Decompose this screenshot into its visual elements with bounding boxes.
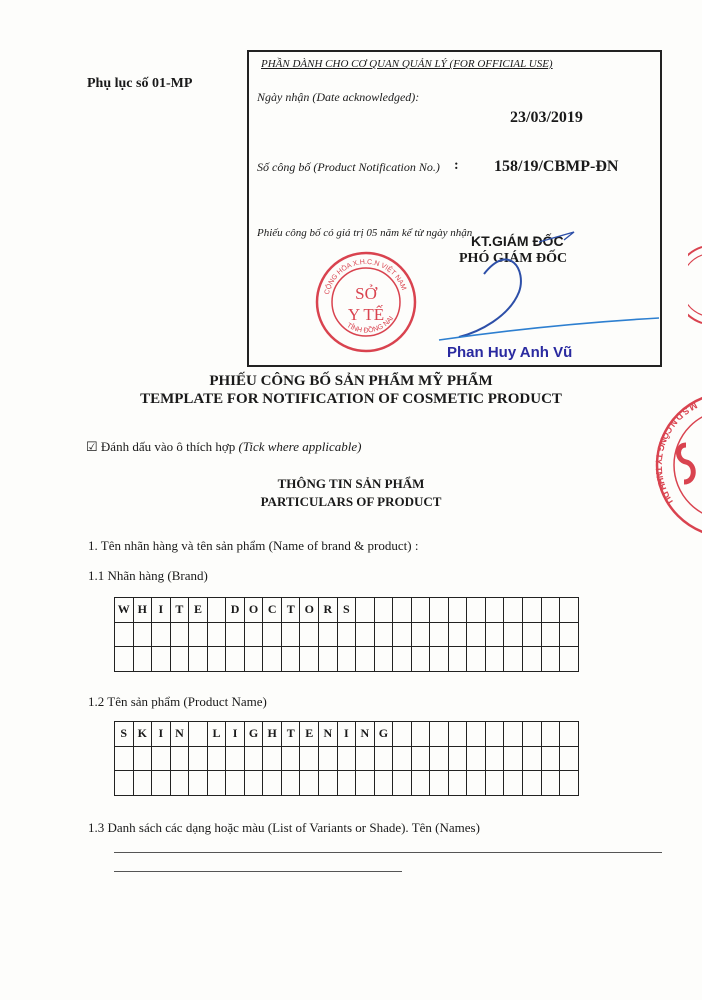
letter-cell	[542, 623, 561, 648]
letter-cell	[171, 771, 190, 796]
letter-cell	[449, 647, 468, 672]
letter-cell: G	[245, 722, 264, 747]
letter-cell	[412, 598, 431, 623]
letter-cell	[523, 747, 542, 772]
letter-cell	[560, 747, 579, 772]
letter-cell	[189, 747, 208, 772]
notification-colon: :	[454, 158, 459, 173]
letter-cell	[282, 623, 301, 648]
letter-cell: W	[115, 598, 134, 623]
date-acknowledged-label: Ngày nhận (Date acknowledged):	[257, 90, 420, 104]
letter-cell: K	[134, 722, 153, 747]
letter-cell	[560, 722, 579, 747]
notification-number-label: Số công bố (Product Notification No.)	[257, 160, 440, 174]
letter-cell	[467, 598, 486, 623]
letter-cell	[226, 747, 245, 772]
letter-cell	[467, 647, 486, 672]
letter-cell	[152, 771, 171, 796]
letter-cell	[430, 747, 449, 772]
letter-cell	[504, 771, 523, 796]
letter-cell	[356, 747, 375, 772]
letter-cell	[171, 647, 190, 672]
letter-cell	[393, 771, 412, 796]
letter-cell	[412, 623, 431, 648]
item-1-3-variants: 1.3 Danh sách các dạng hoặc màu (List of Variants or Shade). Tên (Names)	[88, 820, 480, 835]
letter-cell: D	[226, 598, 245, 623]
letter-cell: H	[263, 722, 282, 747]
checkbox-checked-icon: ☑	[86, 439, 98, 454]
letter-cell	[393, 747, 412, 772]
letter-cell	[430, 623, 449, 648]
svg-text:CỘNG HÒA X.H.C.N VIỆT NAM: CỘNG HÒA X.H.C.N VIỆT NAM	[323, 258, 407, 296]
letter-cell	[356, 647, 375, 672]
letter-cell	[486, 771, 505, 796]
letter-cell	[467, 623, 486, 648]
letter-cell: O	[300, 598, 319, 623]
letter-cell	[356, 598, 375, 623]
letter-cell	[486, 623, 505, 648]
letter-cell	[338, 747, 357, 772]
letter-cell	[393, 623, 412, 648]
letter-cell	[189, 722, 208, 747]
letter-cell	[300, 647, 319, 672]
letter-cell	[375, 771, 394, 796]
letter-cell	[319, 747, 338, 772]
letter-cell	[171, 623, 190, 648]
letter-cell	[338, 623, 357, 648]
letter-cell	[226, 623, 245, 648]
letter-cell	[523, 722, 542, 747]
letter-cell	[208, 647, 227, 672]
letter-cell	[319, 647, 338, 672]
tick-instruction-vi: Đánh dấu vào ô thích hợp	[100, 439, 236, 454]
letter-cell: L	[208, 722, 227, 747]
letter-cell	[523, 647, 542, 672]
letter-cell	[282, 771, 301, 796]
letter-cell	[319, 771, 338, 796]
letter-cell	[412, 747, 431, 772]
svg-text:M.S.D.N CÔNG TY TNHH DU: M.S.D.N CÔNG TY TNHH DU	[654, 400, 699, 506]
letter-cell	[430, 771, 449, 796]
brand-letter-grid	[114, 597, 579, 672]
letter-cell	[319, 623, 338, 648]
item-1-1-brand: 1.1 Nhãn hàng (Brand)	[88, 568, 208, 583]
letter-cell	[393, 598, 412, 623]
appendix-label: Phụ lục số 01-MP	[87, 76, 193, 91]
notification-number-value: 158/19/CBMP-ĐN	[494, 158, 619, 175]
letter-cell	[208, 598, 227, 623]
letter-cell	[393, 647, 412, 672]
date-acknowledged-value: 23/03/2019	[510, 109, 583, 126]
letter-cell: E	[189, 598, 208, 623]
letter-cell: H	[134, 598, 153, 623]
letter-cell	[356, 771, 375, 796]
letter-cell	[430, 647, 449, 672]
letter-cell	[486, 722, 505, 747]
letter-cell	[430, 598, 449, 623]
letter-cell: T	[282, 722, 301, 747]
letter-cell: N	[356, 722, 375, 747]
letter-cell	[134, 771, 153, 796]
official-use-box	[247, 50, 662, 367]
svg-text:TỈNH ĐỒNG NAI: TỈNH ĐỒNG NAI	[345, 315, 396, 335]
signature-title-deputy: PHÓ GIÁM ĐỐC	[459, 251, 568, 266]
tick-instruction	[86, 439, 361, 455]
letter-cell	[263, 747, 282, 772]
company-seal	[654, 390, 702, 540]
letter-cell	[226, 771, 245, 796]
letter-cell: I	[338, 722, 357, 747]
partial-seal-edge	[688, 245, 702, 325]
letter-cell	[467, 722, 486, 747]
letter-cell	[449, 598, 468, 623]
letter-cell	[115, 747, 134, 772]
letter-cell: I	[152, 722, 171, 747]
letter-cell	[375, 647, 394, 672]
letter-cell	[486, 647, 505, 672]
letter-cell	[263, 771, 282, 796]
section-title-vi: THÔNG TIN SẢN PHẨM	[277, 476, 425, 491]
signature-title-acting: KT.GIÁM ĐỐC	[471, 233, 564, 249]
letter-cell: I	[226, 722, 245, 747]
letter-cell: G	[375, 722, 394, 747]
validity-note: Phiếu công bố có giá trị 05 năm kể từ ngày nhận	[257, 227, 473, 239]
letter-cell	[375, 598, 394, 623]
letter-cell	[245, 747, 264, 772]
letter-cell	[226, 647, 245, 672]
section-title-en: PARTICULARS OF PRODUCT	[260, 494, 442, 509]
letter-cell	[152, 623, 171, 648]
letter-cell	[115, 771, 134, 796]
letter-cell	[245, 771, 264, 796]
item-1-brand-and-product: 1. Tên nhãn hàng và tên sản phẩm (Name of brand & product) :	[88, 538, 419, 553]
letter-cell	[449, 623, 468, 648]
letter-cell	[338, 647, 357, 672]
letter-cell	[263, 647, 282, 672]
letter-cell	[115, 623, 134, 648]
letter-cell	[412, 771, 431, 796]
letter-cell	[523, 598, 542, 623]
letter-cell	[189, 623, 208, 648]
letter-cell	[504, 623, 523, 648]
letter-cell	[152, 647, 171, 672]
letter-cell	[449, 722, 468, 747]
product-name-letter-grid	[114, 721, 579, 796]
letter-cell	[134, 623, 153, 648]
item-1-2-product-name: 1.2 Tên sản phẩm (Product Name)	[88, 694, 267, 709]
letter-cell	[208, 771, 227, 796]
variants-answer-line	[114, 852, 662, 853]
letter-cell	[542, 722, 561, 747]
letter-cell	[282, 647, 301, 672]
letter-cell	[486, 598, 505, 623]
letter-cell	[560, 647, 579, 672]
letter-cell	[208, 747, 227, 772]
letter-cell	[338, 771, 357, 796]
letter-cell: T	[282, 598, 301, 623]
letter-cell	[467, 771, 486, 796]
letter-cell	[152, 747, 171, 772]
letter-cell	[412, 722, 431, 747]
letter-cell: O	[245, 598, 264, 623]
letter-cell	[171, 747, 190, 772]
letter-cell	[449, 747, 468, 772]
letter-cell	[504, 722, 523, 747]
letter-cell	[300, 623, 319, 648]
letter-cell: R	[319, 598, 338, 623]
letter-cell	[245, 623, 264, 648]
letter-cell	[356, 623, 375, 648]
letter-cell	[430, 722, 449, 747]
letter-cell	[393, 722, 412, 747]
letter-cell: T	[171, 598, 190, 623]
letter-cell	[134, 647, 153, 672]
letter-cell: C	[263, 598, 282, 623]
letter-cell: N	[171, 722, 190, 747]
letter-cell	[115, 647, 134, 672]
letter-cell	[560, 771, 579, 796]
svg-text:Y TẾ: Y TẾ	[347, 305, 385, 324]
letter-cell	[486, 747, 505, 772]
letter-cell	[542, 747, 561, 772]
letter-cell: S	[338, 598, 357, 623]
letter-cell	[300, 771, 319, 796]
letter-cell	[189, 647, 208, 672]
letter-cell	[449, 771, 468, 796]
letter-cell: N	[319, 722, 338, 747]
letter-cell	[245, 647, 264, 672]
letter-cell	[375, 623, 394, 648]
letter-cell	[523, 771, 542, 796]
letter-cell	[504, 598, 523, 623]
tick-instruction-en: (Tick where applicable)	[238, 439, 362, 454]
letter-cell	[282, 747, 301, 772]
letter-cell	[523, 623, 542, 648]
official-use-header: PHẦN DÀNH CHO CƠ QUAN QUẢN LÝ (FOR OFFICIAL USE)	[261, 58, 553, 70]
svg-text:SỞ: SỞ	[355, 284, 377, 303]
letter-cell	[189, 771, 208, 796]
letter-cell	[542, 647, 561, 672]
letter-cell	[375, 747, 394, 772]
letter-cell	[504, 647, 523, 672]
letter-cell	[504, 747, 523, 772]
letter-cell	[560, 598, 579, 623]
letter-cell	[560, 623, 579, 648]
variants-answer-line	[114, 871, 402, 872]
letter-cell: I	[152, 598, 171, 623]
letter-cell	[542, 598, 561, 623]
letter-cell	[208, 623, 227, 648]
letter-cell	[134, 747, 153, 772]
letter-cell	[300, 747, 319, 772]
letter-cell	[263, 623, 282, 648]
document-title-en: TEMPLATE FOR NOTIFICATION OF COSMETIC PRODUCT	[140, 391, 562, 407]
letter-cell	[467, 747, 486, 772]
letter-cell	[412, 647, 431, 672]
letter-cell: S	[115, 722, 134, 747]
document-title-vi: PHIẾU CÔNG BỐ SẢN PHẨM MỸ PHẨM	[209, 373, 493, 389]
signer-name: Phan Huy Anh Vũ	[447, 344, 573, 361]
letter-cell	[542, 771, 561, 796]
letter-cell: E	[300, 722, 319, 747]
